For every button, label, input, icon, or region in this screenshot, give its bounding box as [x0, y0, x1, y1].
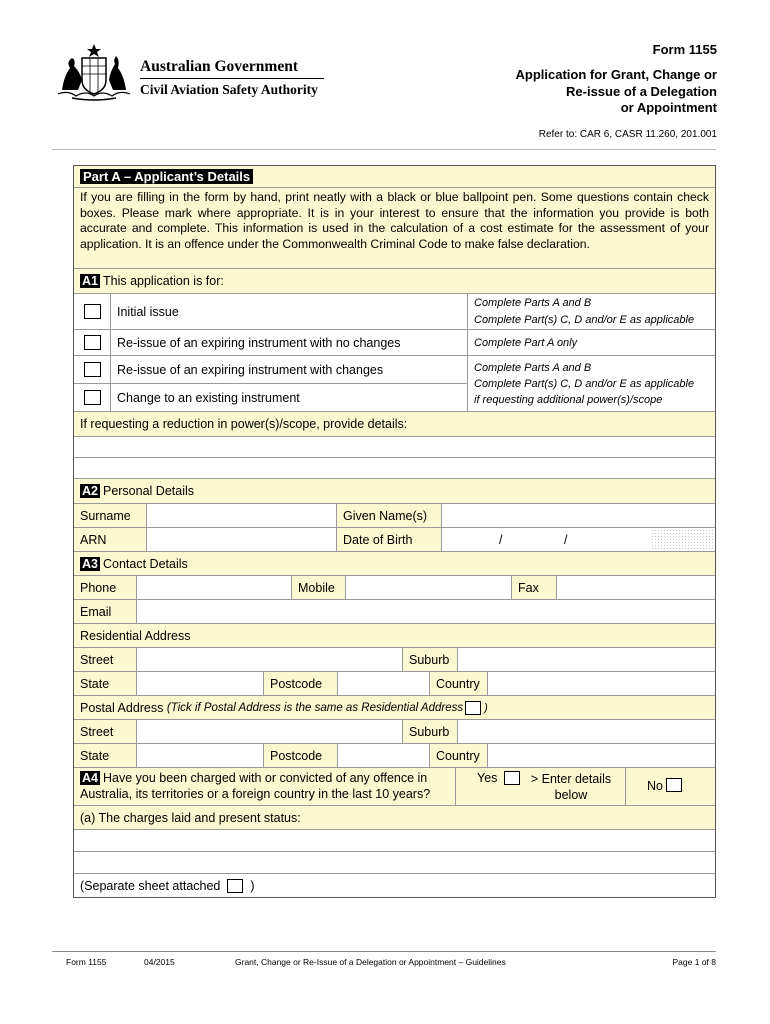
post-country-label: Country	[429, 744, 487, 767]
regulation-reference: Refer to: CAR 6, CASR 11.260, 201.001	[538, 129, 717, 140]
res-country-label: Country	[429, 672, 487, 695]
form-number: Form 1155	[652, 42, 717, 57]
dob-input[interactable]	[441, 528, 715, 551]
reissue-no-change-label: Re-issue of an expiring instrument with no changes	[110, 330, 467, 355]
a3-header	[74, 551, 715, 575]
footer-form-number: Form 1155	[66, 957, 107, 967]
postal-label: Postal Address	[80, 700, 164, 715]
a1-label: This application is for:	[102, 274, 224, 288]
a1-badge: A1	[82, 274, 98, 288]
footer-date: 04/2015	[144, 957, 175, 967]
arn-input[interactable]	[146, 528, 336, 551]
note-changes-c: if requesting additional power(s)/scope	[474, 394, 663, 406]
change-existing-checkbox[interactable]	[84, 390, 101, 405]
a1-header	[74, 268, 715, 293]
header-divider	[52, 149, 716, 150]
note-reissue-no-change: Complete Part A only	[474, 336, 578, 349]
reduction-label: If requesting a reduction in power(s)/scope, provide details:	[80, 417, 408, 431]
a2-header	[74, 478, 715, 503]
res-postcode-label: Postcode	[263, 672, 337, 695]
post-street-row	[74, 719, 715, 743]
email-row	[74, 599, 715, 623]
part-a-title: Part A – Applicant’s Details	[80, 169, 253, 184]
a4-no-label: No	[647, 779, 663, 793]
separate-sheet-row	[74, 873, 715, 897]
postal-header	[74, 695, 715, 719]
a4-badge: A4	[82, 771, 98, 785]
res-state-input[interactable]	[136, 672, 263, 695]
surname-row	[74, 503, 715, 527]
residential-header	[74, 623, 715, 647]
separate-sheet-close: )	[250, 878, 255, 893]
reissue-with-changes-label: Re-issue of an expiring instrument with changes	[117, 362, 384, 377]
res-postcode-input[interactable]	[337, 672, 429, 695]
footer-title: Grant, Change or Re-Issue of a Delegation or Appointment – Guidelines	[235, 957, 506, 967]
post-suburb-input[interactable]	[457, 720, 715, 743]
a2-label: Personal Details	[102, 484, 194, 498]
phone-row	[74, 575, 715, 599]
reduction-input-1[interactable]	[74, 436, 715, 457]
post-state-label: State	[74, 744, 136, 767]
charges-label: (a) The charges laid and present status:	[80, 810, 301, 825]
agency-name: Civil Aviation Safety Authority	[140, 82, 318, 97]
a4-enter-details: > Enter details below	[530, 772, 612, 802]
given-name-input[interactable]	[441, 504, 715, 527]
surname-label: Surname	[74, 504, 146, 527]
res-street-input[interactable]	[136, 648, 402, 671]
fax-label: Fax	[511, 576, 556, 599]
footer-page-number: Page 1 of 8	[672, 957, 716, 967]
note-changes-a: Complete Parts A and B	[474, 362, 592, 374]
phone-label: Phone	[74, 576, 136, 599]
note-changes-b: Complete Part(s) C, D and/or E as applicable	[474, 378, 695, 390]
option-rows-changes	[74, 355, 715, 411]
government-name: Australian Government	[140, 58, 299, 75]
phone-input[interactable]	[136, 576, 291, 599]
dob-slash-2: /	[564, 532, 568, 547]
res-suburb-label: Suburb	[402, 648, 457, 671]
charges-label-row	[74, 805, 715, 829]
post-street-input[interactable]	[136, 720, 402, 743]
res-country-input[interactable]	[487, 672, 715, 695]
a3-badge: A3	[82, 556, 98, 571]
mobile-label: Mobile	[291, 576, 345, 599]
post-postcode-label: Postcode	[263, 744, 337, 767]
res-street-label: Street	[74, 648, 136, 671]
post-country-input[interactable]	[487, 744, 715, 767]
arn-row	[74, 527, 715, 551]
separate-sheet-label: (Separate sheet attached	[80, 878, 221, 893]
note-initial-b: Complete Part(s) C, D and/or E as applicable	[474, 313, 695, 326]
post-suburb-label: Suburb	[402, 720, 457, 743]
res-suburb-input[interactable]	[457, 648, 715, 671]
option-row-reissue-no-change	[74, 329, 715, 355]
reduction-input-2[interactable]	[74, 457, 715, 478]
postal-note-close: )	[484, 701, 488, 714]
reissue-with-changes-checkbox[interactable]	[84, 362, 101, 377]
residential-label: Residential Address	[80, 628, 191, 643]
dob-slash-1: /	[499, 532, 503, 547]
post-street-label: Street	[74, 720, 136, 743]
post-state-row	[74, 743, 715, 767]
post-state-input[interactable]	[136, 744, 263, 767]
part-a-form	[73, 165, 716, 898]
same-address-checkbox[interactable]	[465, 701, 481, 715]
surname-input[interactable]	[146, 504, 336, 527]
a2-badge: A2	[82, 484, 98, 498]
res-state-label: State	[74, 672, 136, 695]
fax-input[interactable]	[556, 576, 715, 599]
res-state-row	[74, 671, 715, 695]
a4-yes-label: Yes	[477, 771, 498, 785]
reissue-no-change-checkbox[interactable]	[84, 335, 101, 350]
postal-note: (Tick if Postal Address is the same as Residential Address	[166, 701, 464, 714]
instructions	[74, 187, 715, 268]
option-row-initial	[74, 293, 715, 329]
page-header	[0, 0, 770, 150]
email-label: Email	[74, 600, 136, 623]
post-postcode-input[interactable]	[337, 744, 429, 767]
arn-label: ARN	[74, 528, 146, 551]
a4-question: Have you been charged with or convicted of any offence in Australia, its territories or a foreign country in the last 10 years?	[80, 771, 431, 801]
initial-issue-checkbox[interactable]	[84, 304, 101, 319]
separate-sheet-checkbox[interactable]	[227, 879, 243, 893]
instructions-text: If you are filling in the form by hand, print neatly with a black or blue ballpoint pen. Some questions contain check boxes. Please mark where appropriate. It is in your interest to ensure that the information you provide is both accurate and complete. This information is used in the calculation of a cost estimate for the assessment of your application. It is an offence under the Commonwealth Criminal Code to make false declaration.	[80, 190, 709, 251]
change-existing-label: Change to an existing instrument	[111, 383, 467, 411]
a4-yes-checkbox[interactable]	[504, 771, 520, 785]
given-name-label: Given Name(s)	[336, 504, 441, 527]
mobile-input[interactable]	[345, 576, 511, 599]
a4-no-checkbox[interactable]	[666, 778, 682, 792]
form-title: Application for Grant, Change or Re-issue of a Delegation or Appointment	[515, 67, 717, 115]
page-footer	[52, 951, 716, 967]
a3-label: Contact Details	[102, 556, 188, 571]
dob-label: Date of Birth	[336, 528, 441, 551]
email-input[interactable]	[136, 600, 715, 623]
charges-input-2[interactable]	[74, 851, 715, 873]
reduction-label-row	[74, 411, 715, 436]
logo-divider	[140, 78, 324, 79]
initial-issue-label: Initial issue	[110, 294, 467, 329]
coat-of-arms-logo	[52, 42, 136, 102]
charges-input-1[interactable]	[74, 829, 715, 851]
a4-row	[74, 767, 715, 805]
res-street-row	[74, 647, 715, 671]
part-a-header	[74, 166, 715, 187]
note-initial-a: Complete Parts A and B	[474, 296, 592, 309]
